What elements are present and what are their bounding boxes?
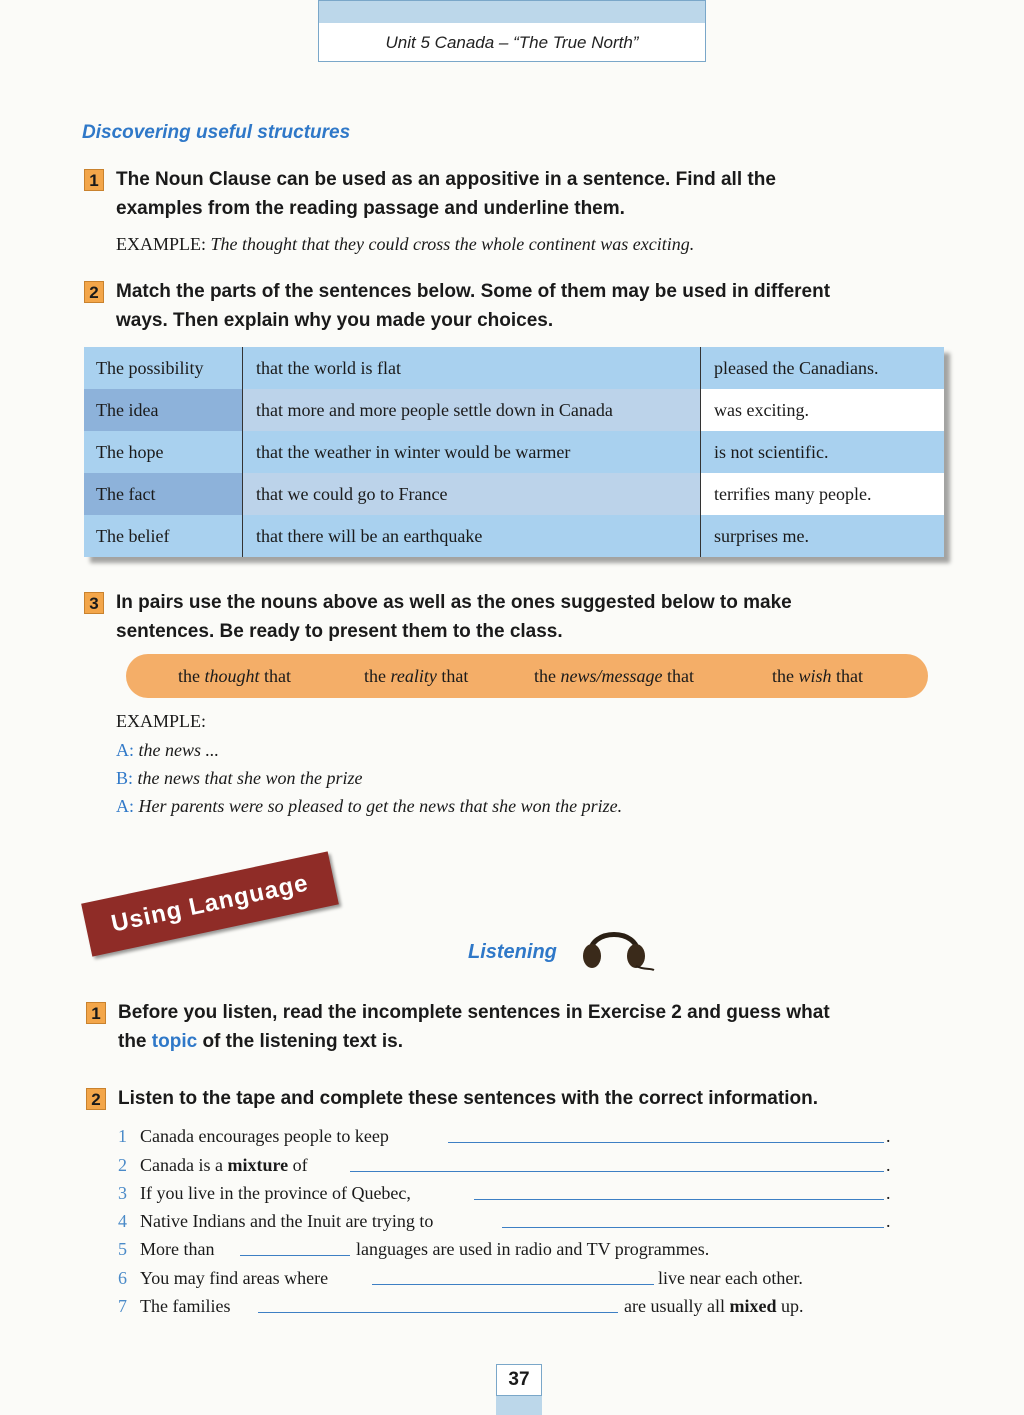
- sentence-item: 5 More than languages are used in radio and TV programmes.: [118, 1239, 710, 1259]
- noun-suggestion: the news/message that: [534, 666, 694, 686]
- answer-blank[interactable]: [350, 1171, 884, 1172]
- table-cell-predicate: is not scientific.: [714, 442, 829, 462]
- exercise-3-instruction: [84, 588, 964, 648]
- listening-2-line-1: Listen to the tape and complete these sentences with the correct information.: [118, 1088, 818, 1109]
- table-row: [84, 473, 944, 515]
- listening-1-instruction: [86, 998, 966, 1058]
- listening-1-line-1: Before you listen, read the incomplete sentences in Exercise 2 and guess what: [118, 1002, 830, 1023]
- noun-suggestions-pill: [126, 654, 928, 698]
- noun-suggestion: the wish that: [772, 666, 864, 686]
- exercise-2-line-2: ways. Then explain why you made your choices.: [116, 310, 554, 331]
- dialog-speaker: B:: [116, 768, 134, 788]
- table-cell-subject: The fact: [96, 484, 156, 504]
- topic-keyword: topic: [151, 1031, 198, 1052]
- exercise-2-instruction: [84, 277, 964, 337]
- sentence-item: 2 Canada is a mixture of .: [118, 1155, 891, 1175]
- page-number: 37: [496, 1364, 542, 1396]
- table-cell-subject: The idea: [96, 400, 159, 420]
- answer-blank[interactable]: [474, 1199, 884, 1200]
- table-cell-clause: that we could go to France: [256, 484, 448, 504]
- table-cell-clause: that more and more people settle down in Canada: [256, 400, 613, 420]
- exercise-2-line-1: Match the parts of the sentences below. Some of them may be used in different: [116, 281, 831, 302]
- exercise-3-line-1: In pairs use the nouns above as well as the ones suggested below to make: [116, 592, 792, 613]
- dialog-line: [116, 740, 219, 761]
- unit-title: Unit 5 Canada – “The True North”: [385, 33, 639, 52]
- sentence-item: 7 The families are usually all mixed up.: [118, 1296, 804, 1316]
- table-row: [84, 431, 944, 473]
- dialog-speaker: A:: [116, 796, 134, 816]
- table-cell-predicate: pleased the Canadians.: [714, 358, 879, 378]
- dialog-text: the news ...: [138, 740, 219, 760]
- listening-1-line-2: the topic of the listening text is.: [118, 1031, 404, 1052]
- table-row: [84, 515, 944, 557]
- sentence-item: 4 Native Indians and the Inuit are trying to .: [118, 1211, 891, 1231]
- exercise-number-badge: 3: [84, 592, 104, 614]
- exercise-1-instruction: [84, 165, 964, 225]
- table-cell-subject: The hope: [96, 442, 164, 462]
- noun-suggestion: the thought that: [178, 666, 292, 686]
- exercise-1-line-1: The Noun Clause can be used as an appositive in a sentence. Find all the: [116, 169, 776, 190]
- exercise-3-example-label: EXAMPLE:: [116, 711, 206, 731]
- using-language-banner: [81, 851, 339, 956]
- table-row: [84, 389, 944, 431]
- noun-suggestion: the reality that: [364, 666, 469, 686]
- example-text: The thought that they could cross the whole continent was exciting.: [210, 234, 695, 254]
- exercise-number-badge: 2: [84, 281, 104, 303]
- exercise-number-badge: 2: [86, 1088, 106, 1110]
- listening-2-instruction: [86, 1084, 966, 1114]
- exercise-3-line-2: sentences. Be ready to present them to the class.: [116, 621, 563, 642]
- listening-title: Listening: [468, 941, 557, 963]
- table-cell-predicate: was exciting.: [714, 400, 809, 420]
- sentence-item: 6 You may find areas where live near each other.: [118, 1268, 803, 1288]
- table-cell-clause: that there will be an earthquake: [256, 526, 483, 546]
- exercise-number-badge: 1: [86, 1002, 106, 1024]
- table-cell-predicate: terrifies many people.: [714, 484, 872, 504]
- section-title: Discovering useful structures: [82, 122, 351, 143]
- sentence-item: 1 Canada encourages people to keep .: [118, 1126, 891, 1146]
- table-cell-clause: that the weather in winter would be warmer: [256, 442, 571, 462]
- exercise-number-badge: 1: [84, 169, 104, 191]
- headphones-icon: [580, 918, 656, 972]
- dialog-line: [116, 768, 363, 789]
- table-cell-subject: The possibility: [96, 358, 204, 378]
- table-row: [84, 347, 944, 389]
- exercise-1-example: [116, 234, 694, 255]
- answer-blank[interactable]: [258, 1312, 618, 1313]
- sentence-item: 3 If you live in the province of Quebec, .: [118, 1183, 891, 1203]
- table-cell-clause: that the world is flat: [256, 358, 401, 378]
- answer-blank[interactable]: [448, 1142, 884, 1143]
- table-cell-subject: The belief: [96, 526, 170, 546]
- example-label: EXAMPLE:: [116, 234, 211, 254]
- answer-blank[interactable]: [372, 1284, 654, 1285]
- dialog-text: Her parents were so pleased to get the news that she won the prize.: [138, 796, 623, 816]
- bold-word: mixed: [729, 1296, 777, 1316]
- bold-word: mixture: [227, 1155, 289, 1175]
- matching-table: [84, 347, 944, 557]
- answer-blank[interactable]: [240, 1255, 350, 1256]
- page-number-strip: [496, 1396, 542, 1415]
- exercise-1-line-2: examples from the reading passage and underline them.: [116, 198, 625, 219]
- table-divider: [700, 347, 701, 557]
- table-divider: [242, 347, 243, 557]
- dialog-line: [116, 796, 622, 817]
- table-cell-predicate: surprises me.: [714, 526, 809, 546]
- dialog-speaker: A:: [116, 740, 134, 760]
- dialog-text: the news that she won the prize: [137, 768, 363, 788]
- answer-blank[interactable]: [502, 1227, 884, 1228]
- using-language-label: Using Language: [108, 869, 311, 938]
